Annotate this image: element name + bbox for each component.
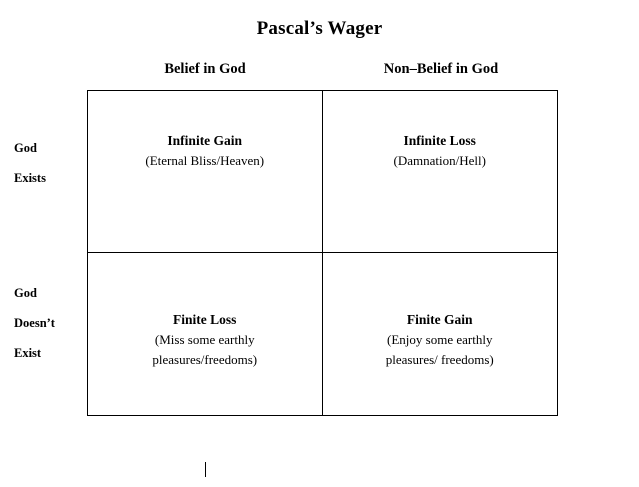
matrix-cell-infinite-loss [323, 91, 558, 253]
row-header-god-doesnt-exist-line1: God [14, 286, 37, 300]
row-header-god-doesnt-exist-line2: Doesn’t [14, 316, 55, 330]
matrix-cell-infinite-gain-sub1: (Eternal Bliss/Heaven) [145, 153, 265, 168]
column-header-belief: Belief in God [164, 61, 246, 77]
matrix-cell-finite-gain-sub2: pleasures/ freedoms) [385, 352, 494, 367]
matrix-cell-finite-loss-sub2: pleasures/freedoms) [152, 352, 258, 367]
row-header-god-doesnt-exist-line3: Exist [14, 346, 42, 360]
page-title: Pascal’s Wager [256, 18, 383, 39]
text-cursor [205, 462, 206, 477]
matrix-cell-finite-gain-content [323, 310, 558, 370]
matrix-cell-finite-loss [88, 253, 323, 415]
matrix-cell-infinite-loss-sub1: (Damnation/Hell) [393, 153, 486, 168]
matrix-cell-finite-loss-title: Finite Loss [173, 312, 237, 327]
matrix-cell-finite-gain-sub1: (Enjoy some earthly [387, 332, 493, 347]
matrix-cell-finite-gain [323, 253, 558, 415]
row-header-god-exists-line1: God [14, 141, 37, 155]
payoff-matrix [87, 90, 558, 416]
matrix-cell-finite-loss-content [88, 310, 322, 370]
matrix-cell-infinite-loss-content [323, 131, 558, 171]
row-header-god-exists [14, 133, 84, 193]
matrix-cell-infinite-gain [88, 91, 323, 253]
matrix-cell-finite-gain-title: Finite Gain [406, 312, 473, 327]
row-header-god-doesnt-exist [14, 278, 84, 368]
matrix-cell-infinite-gain-title: Infinite Gain [167, 133, 243, 148]
column-header-non-belief: Non–Belief in God [383, 61, 499, 77]
matrix-cell-infinite-gain-content [88, 131, 322, 171]
row-header-god-exists-line2: Exists [14, 171, 46, 185]
matrix-cell-finite-loss-sub1: (Miss some earthly [154, 332, 255, 347]
matrix-cell-infinite-loss-title: Infinite Loss [403, 133, 476, 148]
